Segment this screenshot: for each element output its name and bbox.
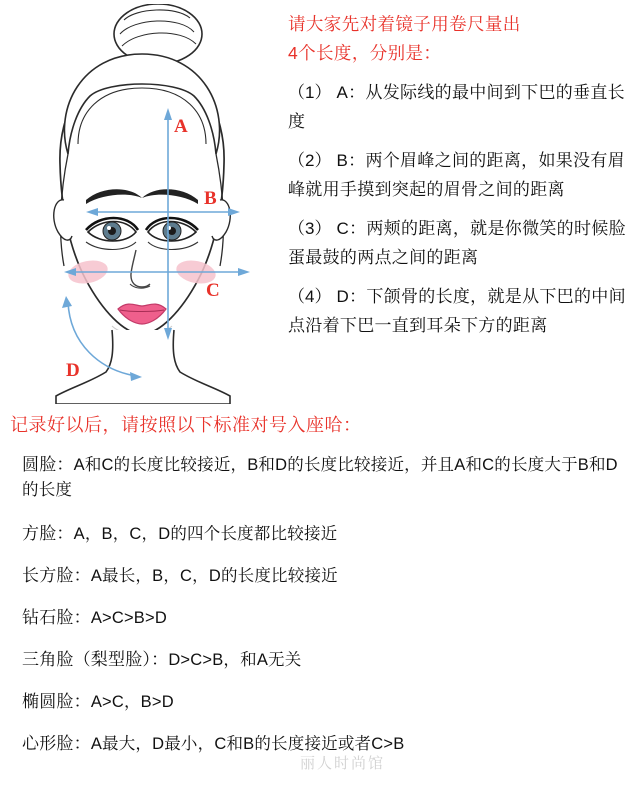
rule-name: 方脸： [22, 524, 74, 543]
rule-name: 心形脸： [22, 734, 91, 753]
watermark: 丽人时尚馆 [300, 755, 386, 772]
rule-name: 三角脸（梨型脸）： [22, 650, 169, 669]
instruction-number: （2） [288, 151, 332, 170]
label-A: A [174, 116, 188, 137]
face-shape-rules-list [22, 452, 626, 773]
instruction-number: （3） [288, 219, 332, 238]
rule-description: A和C的长度比较接近，B和D的长度比较接近，并且A和C的长度大于B和D的长度 [22, 456, 618, 499]
rule-item [22, 689, 626, 715]
instruction-item [288, 146, 634, 204]
instructions-title-line2: 4个长度，分别是： [288, 43, 442, 63]
instruction-number: （1） [288, 83, 332, 102]
rule-description: A>C，B>D [90, 693, 174, 711]
label-C: C [206, 280, 220, 301]
instruction-item [288, 282, 634, 340]
rule-item [22, 563, 626, 589]
rule-name: 钻石脸： [22, 608, 91, 627]
rule-item [22, 521, 626, 547]
rule-description: A最长，B，C，D的长度比较接近 [90, 567, 338, 585]
face-illustration-panel [0, 0, 280, 408]
rule-item [22, 647, 626, 673]
instruction-text: C：两颊的距离，就是你微笑的时候脸蛋最鼓的两点之间的距离 [288, 219, 626, 267]
rule-name: 椭圆脸： [22, 692, 91, 711]
instructions-title-line1: 请大家先对着镜子用卷尺量出 [288, 14, 521, 34]
instruction-text: A：从发际线的最中间到下巴的垂直长度 [288, 83, 625, 131]
section-subtitle: 记录好以后，请按照以下标准对号入座哈： [10, 415, 362, 435]
instruction-item [288, 214, 634, 272]
neck-shoulders [56, 330, 230, 404]
instruction-item [288, 78, 634, 136]
label-D: D [66, 360, 80, 381]
rule-name: 圆脸： [22, 455, 74, 474]
rule-item [22, 605, 626, 631]
label-B: B [204, 188, 217, 209]
face-diagram-svg [8, 4, 276, 404]
rule-description: D>C>B，和A无关 [168, 651, 302, 669]
instruction-number: （4） [288, 287, 332, 306]
instruction-text: D：下颌骨的长度，就是从下巴的中间点沿着下巴一直到耳朵下方的距离 [288, 287, 626, 335]
rule-description: A最大，D最小，C和B的长度接近或者C>B [90, 735, 405, 753]
instruction-text: B：两个眉峰之间的距离，如果没有眉峰就用手摸到突起的眉骨之间的距离 [288, 151, 625, 199]
rule-description: A>C>B>D [90, 609, 167, 627]
instructions-block [288, 10, 634, 340]
rule-item [22, 452, 626, 503]
rule-description: A，B，C，D的四个长度都比较接近 [73, 525, 338, 543]
rule-name: 长方脸： [22, 566, 91, 585]
